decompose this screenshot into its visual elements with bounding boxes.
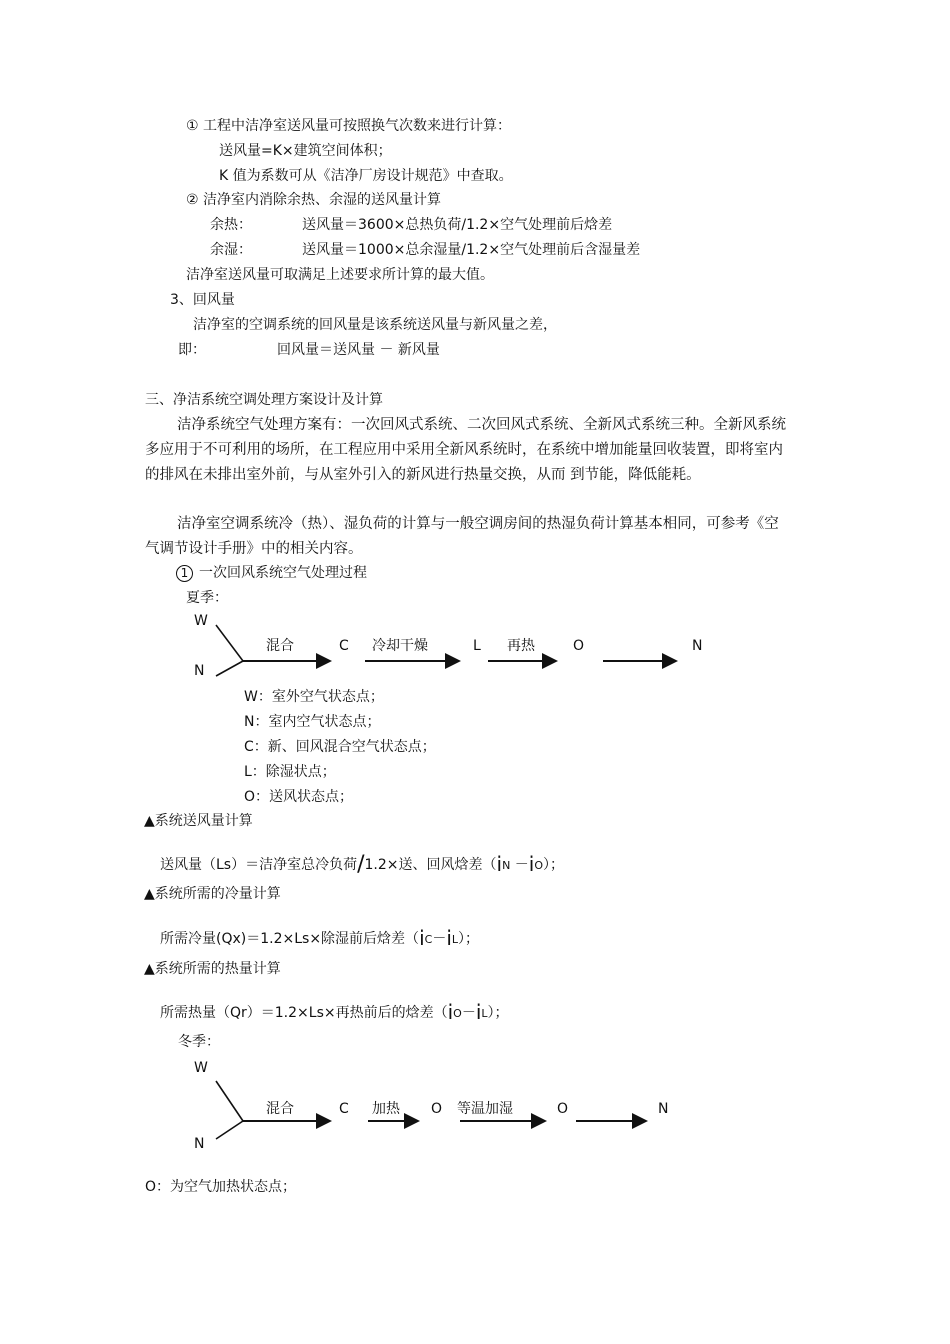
- winter-label-mix: 混合: [266, 1101, 294, 1117]
- formula-1-end: ）；: [543, 857, 564, 873]
- text-line-7: 洁净室送风量可取满足上述要求所计算的最大值。: [186, 267, 494, 283]
- footer-note: O：为空气加热状态点；: [145, 1179, 297, 1195]
- formula-2-s2: L: [451, 933, 459, 946]
- formula-1-a: 送风量（Ls）＝洁净室总冷负荷: [160, 857, 358, 873]
- formula-1-mid: －: [510, 857, 529, 873]
- winter-node-n-in: N: [194, 1136, 205, 1152]
- text-line-10-formula: 回风量＝送风量 － 新风量: [277, 342, 440, 358]
- winter-flow-diagram: [0, 1075, 950, 1165]
- section-heading-return-air: 3、回风量: [170, 292, 235, 308]
- summer-branch-n: [216, 661, 243, 676]
- legend-item-l: L：除湿状点；: [244, 764, 336, 780]
- winter-node-n-out: N: [658, 1101, 669, 1117]
- text-line-10-label: 即：: [178, 342, 206, 358]
- formula-heating: [160, 1000, 509, 1024]
- summer-node-o: O: [573, 638, 585, 654]
- formula-2-a: 所需冷量(Qx)＝1.2×Ls×除湿前后焓差（: [160, 931, 420, 947]
- calc-heading-supply-air: ▲系统送风量计算: [144, 813, 253, 829]
- formula-1-s1: N: [502, 859, 511, 872]
- winter-node-o2: O: [557, 1101, 569, 1117]
- legend-item-w: W：室外空气状态点；: [244, 689, 384, 705]
- summer-label-reheat: 再热: [507, 638, 535, 654]
- subsection-title-text: 一次回风系统空气处理过程: [199, 565, 367, 581]
- summer-node-c: C: [339, 638, 349, 654]
- summer-label: 夏季：: [186, 590, 228, 606]
- summer-label-cool: 冷却干燥: [372, 638, 428, 654]
- formula-1-i2: i: [528, 852, 535, 876]
- formula-3-i1: i: [447, 1000, 454, 1024]
- formula-1-b: 1.2×送、回风焓差（: [364, 857, 497, 873]
- summer-branch-w: [216, 625, 243, 661]
- paragraph-1-text: 洁净系统空气处理方案有：一次回风式系统、二次回风式系统、全新风式系统三种。全新风系统多应用于不可利用的场所，在工程应用中采用全新风系统时，在系统中增加能量回收装置，即将室内的排风在未排出室外前，与从室外引入的新风进行热量交换，从而 到节能，降低能耗。: [145, 417, 786, 483]
- summer-node-n-in: N: [194, 663, 205, 679]
- formula-2-end: ）；: [458, 931, 480, 947]
- formula-cooling: [160, 926, 479, 950]
- formula-2-mid: －: [432, 931, 447, 947]
- text-line-4: ② 洁净室内消除余热、余湿的送风量计算: [186, 192, 441, 208]
- text-line-5-formula: 送风量＝3600×总热负荷/1.2×空气处理前后焓差: [302, 217, 613, 233]
- formula-supply-air: [160, 852, 564, 876]
- summer-node-l: L: [473, 638, 481, 654]
- formula-1-slash: /: [357, 852, 365, 877]
- summer-flow-diagram: [0, 615, 950, 705]
- formula-2-i2: i: [446, 926, 452, 950]
- formula-3-end: ）；: [487, 1005, 509, 1021]
- formula-3-mid: －: [461, 1005, 476, 1021]
- legend-item-c: C：新、回风混合空气状态点；: [244, 739, 436, 755]
- winter-node-o1: O: [431, 1101, 443, 1117]
- winter-branch-n: [216, 1121, 243, 1139]
- text-line-5-label: 余热：: [210, 217, 252, 233]
- paragraph-2-text: 洁净室空调系统冷（热）、湿负荷的计算与一般空调房间的热湿负荷计算基本相同，可参考《空气调节设计手册》中的相关内容。: [145, 516, 779, 557]
- formula-1-s2: O: [534, 859, 543, 872]
- calc-heading-cooling: ▲系统所需的冷量计算: [144, 886, 281, 902]
- section-heading-3: 三、净洁系统空调处理方案设计及计算: [145, 392, 383, 408]
- text-line-2: 送风量=K×建筑空间体积；: [219, 143, 392, 159]
- formula-1-i1: i: [496, 852, 503, 876]
- text-line-6-label: 余湿：: [210, 242, 252, 258]
- text-line-1: ① 工程中洁净室送风量可按照换气次数来进行计算：: [186, 118, 511, 134]
- formula-3-s2: L: [481, 1007, 488, 1020]
- subsection-title: [176, 563, 367, 583]
- text-line-3: K 值为系数可从《洁净厂房设计规范》中查取。: [219, 168, 513, 184]
- winter-branch-w: [216, 1081, 243, 1121]
- legend-item-o: O：送风状态点；: [244, 789, 354, 805]
- winter-node-w: W: [194, 1060, 208, 1076]
- summer-node-n-out: N: [692, 638, 703, 654]
- formula-2-s1: C: [424, 933, 433, 946]
- text-line-6-formula: 送风量＝1000×总余湿量/1.2×空气处理前后含湿量差: [302, 242, 641, 258]
- winter-node-c: C: [339, 1101, 349, 1117]
- paragraph-2: [145, 512, 790, 562]
- formula-3-i2: i: [475, 1000, 482, 1024]
- winter-label: 冬季：: [178, 1034, 220, 1050]
- winter-label-heat: 加热: [372, 1101, 400, 1117]
- formula-3-a: 所需热量（Qr）＝1.2×Ls×再热前后的焓差（: [160, 1005, 448, 1021]
- circled-number: 1: [176, 565, 193, 582]
- formula-3-s1: O: [453, 1007, 462, 1020]
- summer-node-w: W: [194, 613, 208, 629]
- calc-heading-heating: ▲系统所需的热量计算: [144, 961, 281, 977]
- winter-label-humid: 等温加湿: [457, 1101, 513, 1117]
- paragraph-1: [145, 413, 790, 488]
- summer-label-mix: 混合: [266, 638, 294, 654]
- text-line-9: 洁净室的空调系统的回风量是该系统送风量与新风量之差，: [193, 317, 557, 333]
- formula-2-i1: i: [419, 926, 425, 950]
- legend-item-n: N：室内空气状态点；: [244, 714, 381, 730]
